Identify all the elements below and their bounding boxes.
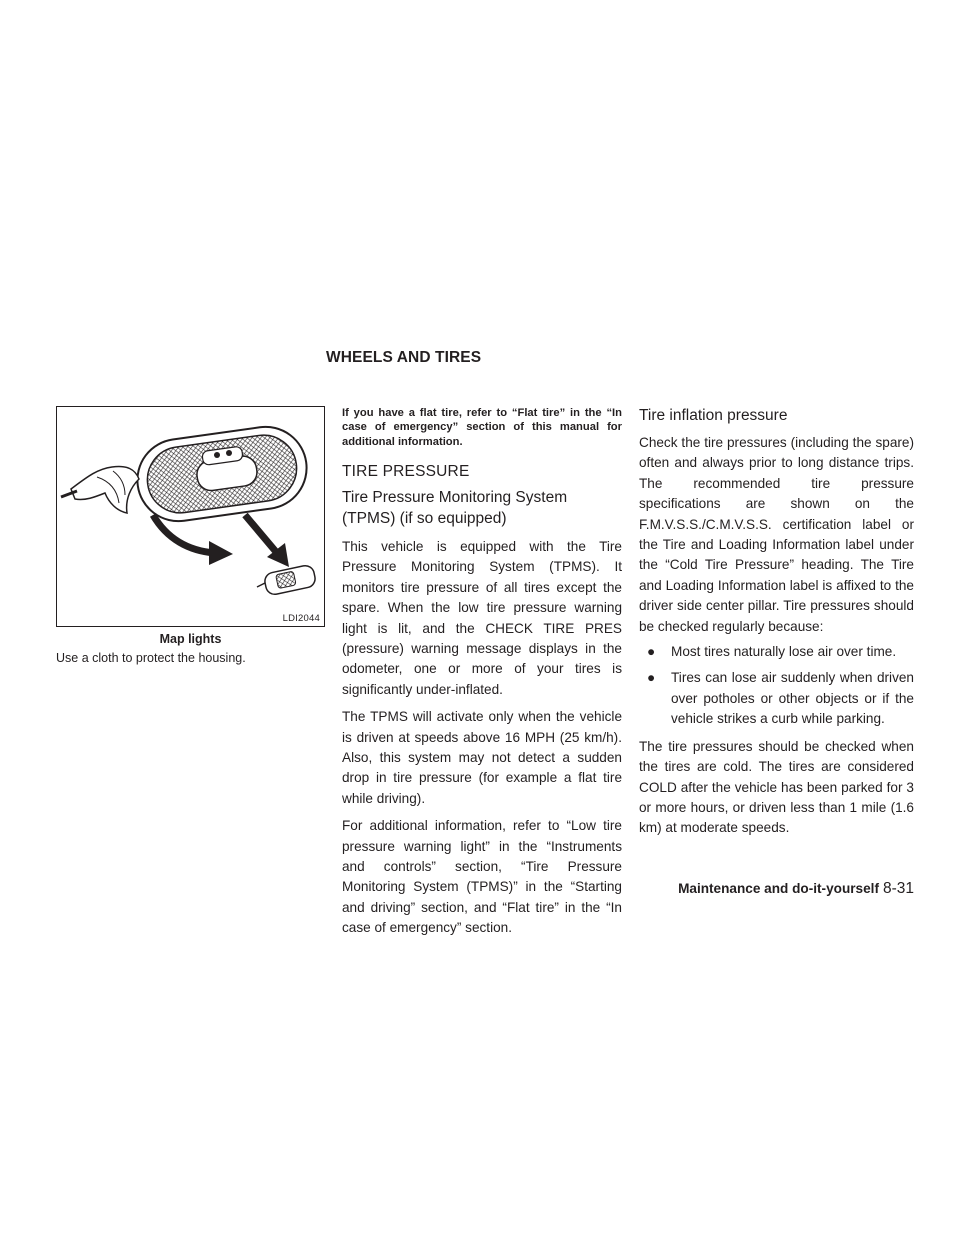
- footer-section-label: Maintenance and do-it-yourself: [678, 881, 879, 896]
- tire-pressure-heading: TIRE PRESSURE: [342, 462, 470, 480]
- bullet-text: Tires can lose air suddenly when driven over potholes or other objects or if the vehicle strikes a curb while parking.: [671, 670, 914, 727]
- bullet-text: Most tires naturally lose air over time.: [671, 644, 897, 660]
- page-number: 8-31: [882, 880, 914, 897]
- tire-inflation-heading: Tire inflation pressure: [639, 407, 788, 424]
- list-item: [639, 668, 914, 729]
- tpms-paragraph-2: The TPMS will activate only when the vehicle is driven at speeds above 16 MPH (25 km/h). Also, this system may not detect a sudden drop in tire pressure (for example a flat tire while driving).: [342, 709, 622, 806]
- section-header: WHEELS AND TIRES: [326, 349, 482, 366]
- tpms-paragraph-3: For additional information, refer to “Low tire pressure warning light” in the “Instruments and controls” section, “Tire Pressure Monitoring System (TPMS)” in the “Starting and driving” section, and “Flat tire” in the “In case of emergency” section.: [342, 818, 622, 936]
- bullet-icon: ●: [647, 644, 656, 660]
- inflation-paragraph-2: The tire pressures should be checked when the tires are cold. The tires are considered COLD after the vehicle has been parked for 3 or more hours, or driven less than 1 mile (1.6 km) at moderate speeds.: [639, 738, 914, 836]
- figure-caption: Map lights: [159, 632, 222, 646]
- map-light-illustration: [56, 406, 325, 627]
- tire-pressure-column: [342, 406, 622, 939]
- flat-tire-note: If you have a flat tire, refer to “Flat tire” in the “In case of emergency” section of this manual for additional information.: [342, 407, 622, 448]
- page-footer: [648, 880, 914, 898]
- tire-inflation-column: [639, 406, 914, 839]
- map-light-drawing: [57, 407, 324, 626]
- figure-code: LDI2044: [282, 613, 320, 624]
- bullet-list: [639, 642, 914, 730]
- bullet-icon: ●: [647, 670, 656, 686]
- figure-note: Use a cloth to protect the housing.: [56, 651, 246, 665]
- tpms-subheading: Tire Pressure Monitoring System (TPMS) (if so equipped): [342, 488, 568, 527]
- list-item: [639, 642, 914, 662]
- inflation-paragraph-1: Check the tire pressures (including the spare) often and always prior to long distance trips. The recommended tire pressure specifications are shown on the F.M.V.S.S./C.M.V.S.S. certification label or the Tire and Loading Information label under the “Cold Tire Pressure” heading. The Tire and Loading Information label is affixed to the driver side center pillar. Tire pressures should be checked regularly because:: [639, 435, 914, 634]
- tpms-paragraph-1: This vehicle is equipped with the Tire Pressure Monitoring System (TPMS). It monitors tire pressure of all tires except the spare. When the low tire pressure warning light is lit, and the CHECK TIRE PRES (pressure) warning message displays in the odometer, one or more of your tires is significantly under-inflated.: [342, 538, 622, 697]
